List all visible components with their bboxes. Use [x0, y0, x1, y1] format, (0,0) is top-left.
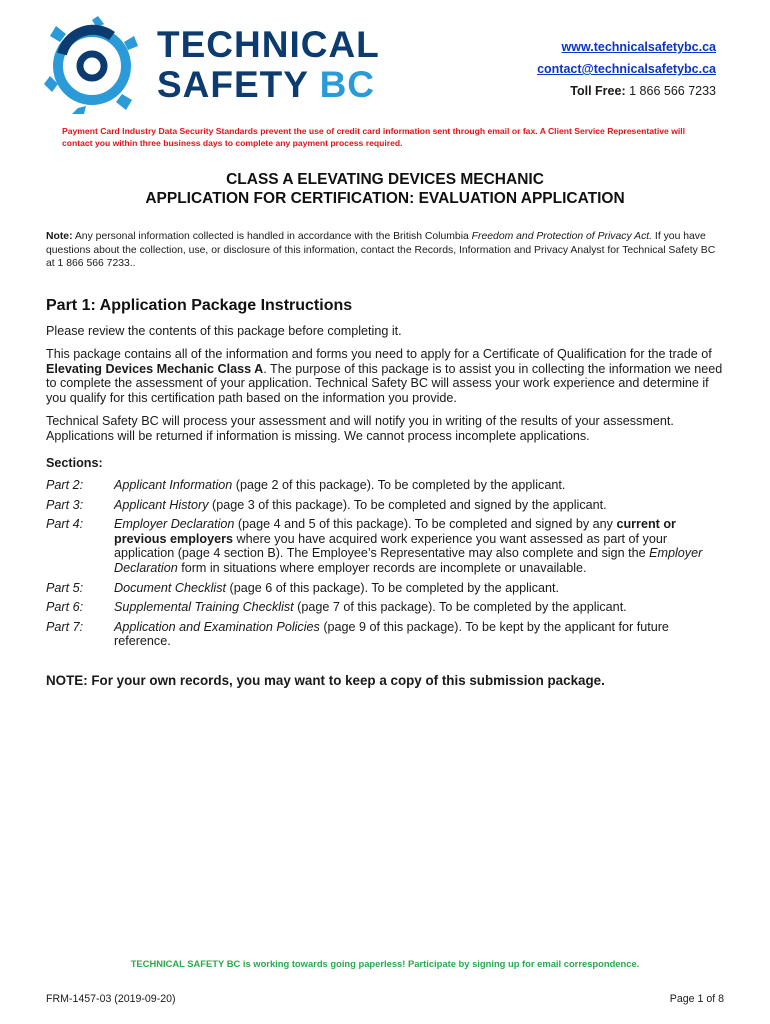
section-title: Supplemental Training Checklist — [114, 600, 294, 615]
section-title: Employer Declaration — [114, 517, 235, 532]
privacy-note-text: Any personal information collected is handled in accordance with the British Columbia — [72, 231, 472, 242]
form-id: FRM-1457-03 (2019-09-20) — [46, 993, 176, 1005]
section-italic-text: Employer Declaration — [114, 546, 703, 575]
section-part-label: Part 2: — [46, 478, 84, 492]
section-text-3: form in situations where employer records are incomplete or unavailable. — [177, 560, 587, 575]
privacy-note-label: Note: — [46, 231, 73, 242]
part1-paragraph-3: Technical Safety BC will process your assessment and will notify you in writing of the results of your assessment. Applications will be returned if information is missing. We cannot process incomplete applications. — [46, 414, 674, 443]
section-text: (page 6 of this package). To be completed by the applicant. — [226, 580, 560, 595]
section-part-label: Part 5: — [46, 580, 84, 595]
contact-block — [537, 36, 716, 102]
section-item — [46, 478, 726, 493]
section-text-2: where you have acquired work experience you want assessed as part of your application (page 4 section B). The Employee’s Representative may also complete and sign the — [114, 531, 668, 561]
section-text: (page 9 of this package). To be kept by the applicant for future reference. — [114, 619, 669, 649]
p2-text-b: . The purpose of this package is to assist you in collecting the information we need to complete the assessment of your application. Technical Safety BC will assess your work experience and determine if you qualify for this certification path based on the information you provide. — [46, 361, 723, 405]
section-title: Applicant History — [114, 497, 209, 512]
toll-free — [537, 80, 716, 102]
section-part-label: Part 3: — [46, 497, 84, 512]
part1-paragraph-1: Please review the contents of this package before completing it. — [46, 324, 402, 338]
section-part-label: Part 6: — [46, 600, 84, 615]
records-note: NOTE: For your own records, you may want to keep a copy of this submission package. — [46, 673, 605, 688]
section-description — [114, 478, 714, 493]
trade-name: Elevating Devices Mechanic Class A — [46, 361, 264, 376]
section-part-label: Part 4: — [46, 517, 84, 532]
logo-word-safety: SAFETY — [157, 64, 309, 105]
section-description — [114, 517, 714, 575]
toll-free-label: Toll Free: — [570, 84, 626, 98]
pci-notice: Payment Card Industry Data Security Standards prevent the use of credit card information sent through email or fax. A Client Service Representative will contact you within three business days to complete any payment process required. — [62, 126, 686, 148]
section-item — [46, 517, 726, 575]
section-text: (page 4 and 5 of this package). To be completed and signed by any — [234, 517, 617, 532]
gear-logo-icon — [42, 14, 142, 114]
section-text: (page 7 of this package). To be completed by the applicant. — [293, 600, 627, 615]
logo-word-bc: BC — [319, 64, 376, 105]
section-description — [114, 620, 714, 649]
section-description — [114, 600, 714, 615]
section-description — [114, 581, 714, 596]
part1-heading: Part 1: Application Package Instructions — [46, 297, 353, 314]
technical-safety-bc-logo — [42, 14, 382, 114]
part1-paragraph-2 — [46, 347, 726, 405]
email-link[interactable]: contact@technicalsafetybc.ca — [537, 62, 716, 76]
section-title: Applicant Information — [114, 478, 233, 492]
section-item — [46, 498, 726, 513]
section-title: Document Checklist — [114, 580, 226, 595]
section-bold-text: current or previous employers — [114, 517, 676, 546]
website-link[interactable]: www.technicalsafetybc.ca — [561, 40, 716, 54]
section-title: Application and Examination Policies — [114, 619, 320, 634]
logo-word-safety-bc — [157, 66, 375, 103]
toll-free-number: 1 866 566 7233 — [629, 84, 716, 98]
section-part-label: Part 7: — [46, 619, 84, 634]
sections-heading: Sections: — [46, 456, 103, 470]
section-item — [46, 581, 726, 596]
privacy-note-text-2: If you have questions about the collection, use, or disclosure of this information, contact the Records, Information and Privacy Analyst for Technical Safety BC at 1 866 566 7233.. — [46, 231, 716, 269]
sections-list — [46, 478, 726, 654]
section-text: (page 2 of this package). To be completed by the applicant. — [232, 478, 566, 492]
section-text: (page 3 of this package). To be completed and signed by the applicant. — [208, 497, 607, 512]
document-title-line2: APPLICATION FOR CERTIFICATION: EVALUATION APPLICATION — [145, 190, 625, 207]
privacy-act-name: Freedom and Protection of Privacy Act. — [471, 231, 653, 242]
logo-word-technical: TECHNICAL — [157, 24, 380, 65]
section-item — [46, 620, 726, 649]
page-number: Page 1 of 8 — [669, 993, 724, 1005]
document-title-line1: CLASS A ELEVATING DEVICES MECHANIC — [226, 171, 544, 188]
section-description — [114, 498, 714, 513]
paperless-notice: TECHNICAL SAFETY BC is working towards going paperless! Participate by signing up for email correspondence. — [130, 958, 640, 969]
privacy-note — [46, 230, 726, 271]
section-item — [46, 600, 726, 615]
p2-text-a: This package contains all of the information and forms you need to apply for a Certificate of Qualification for the trade of — [46, 347, 712, 361]
